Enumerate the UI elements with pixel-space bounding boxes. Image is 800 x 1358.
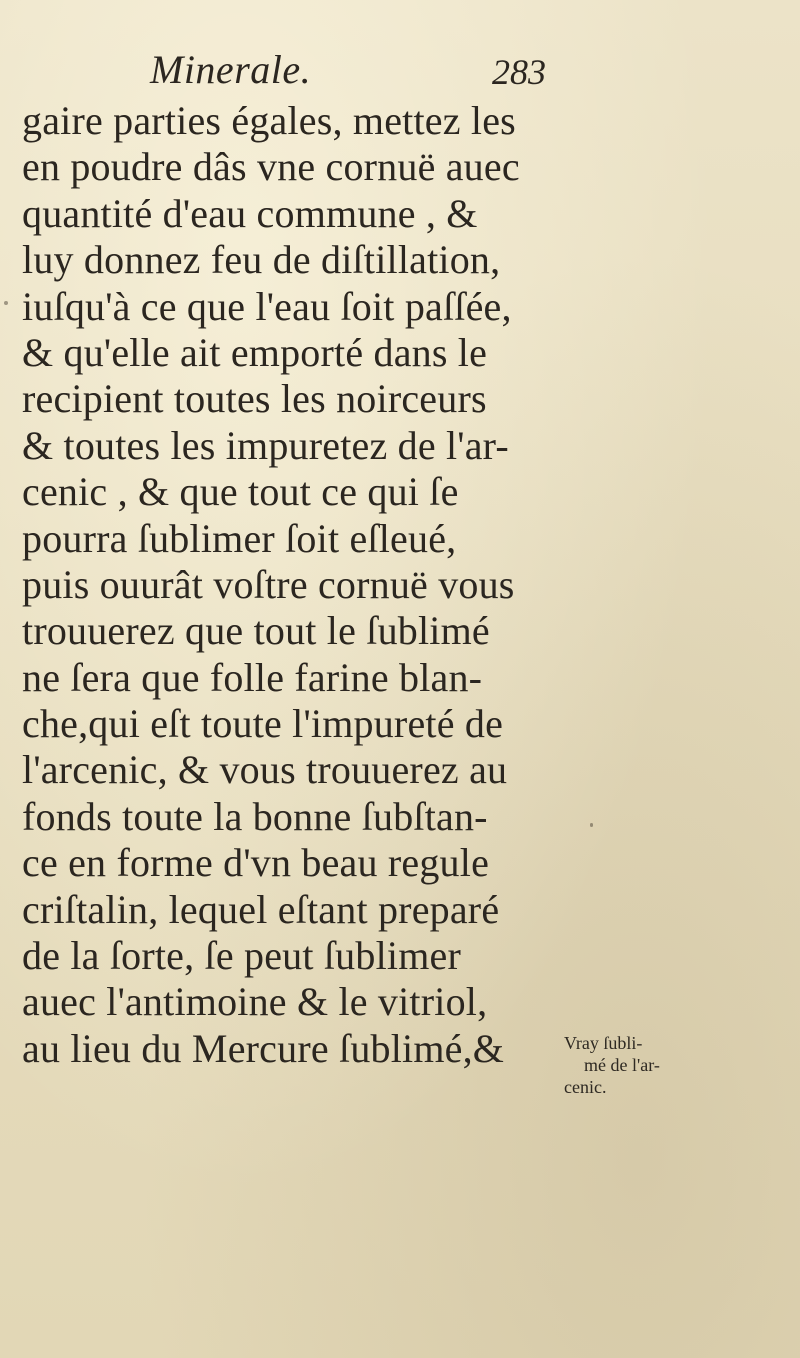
marginal-note-line: cenic. <box>564 1077 607 1097</box>
text-line: de la ſorte, ſe peut ſublimer <box>22 933 461 979</box>
text-line: en poudre dâs vne cornuë auec <box>22 144 520 190</box>
text-line: luy donnez feu de diſtillation, <box>22 237 501 283</box>
text-line: ne ſera que folle farine blan- <box>22 654 483 700</box>
text-line: quantité d'eau commune , & <box>22 190 478 236</box>
marginal-note <box>564 1032 674 1098</box>
text-line: fonds toute la bonne ſubſtan- <box>22 793 488 839</box>
text-line: recipient toutes les noirceurs <box>22 376 487 422</box>
text-line: & toutes les impuretez de l'ar- <box>22 422 509 468</box>
text-line: ce en forme d'vn beau regule <box>22 840 490 886</box>
text-line: l'arcenic, & vous trouuerez au <box>22 747 508 793</box>
text-line: & qu'elle ait emporté dans le <box>22 329 488 375</box>
margin-dot <box>590 823 593 827</box>
running-head <box>0 40 800 100</box>
text-line: iuſqu'à ce que l'eau ſoit paſſée, <box>22 283 512 329</box>
text-line: pourra ſublimer ſoit eſleué, <box>22 515 457 561</box>
text-line: trouuerez que tout le ſublimé <box>22 608 490 654</box>
text-line: criſtalin, lequel eſtant preparé <box>22 886 500 932</box>
body-text <box>22 98 582 1072</box>
text-line: cenic , & que tout ce qui ſe <box>22 469 459 515</box>
marginal-note-line: Vray ſubli- <box>564 1033 643 1053</box>
text-line: che,qui eſt toute l'impureté de <box>22 701 504 747</box>
text-line: auec l'antimoine & le vitriol, <box>22 979 488 1025</box>
margin-dot <box>4 301 8 305</box>
text-line: au lieu du Mercure ſublimé,& <box>22 1025 505 1071</box>
running-head-title: Minerale. <box>150 47 312 92</box>
text-line: gaire parties égales, mettez les <box>22 98 516 143</box>
text-line: puis ouurât voſtre cornuë vous <box>22 561 515 607</box>
marginal-note-line: mé de l'ar- <box>584 1055 660 1075</box>
page-number: 283 <box>492 52 546 92</box>
